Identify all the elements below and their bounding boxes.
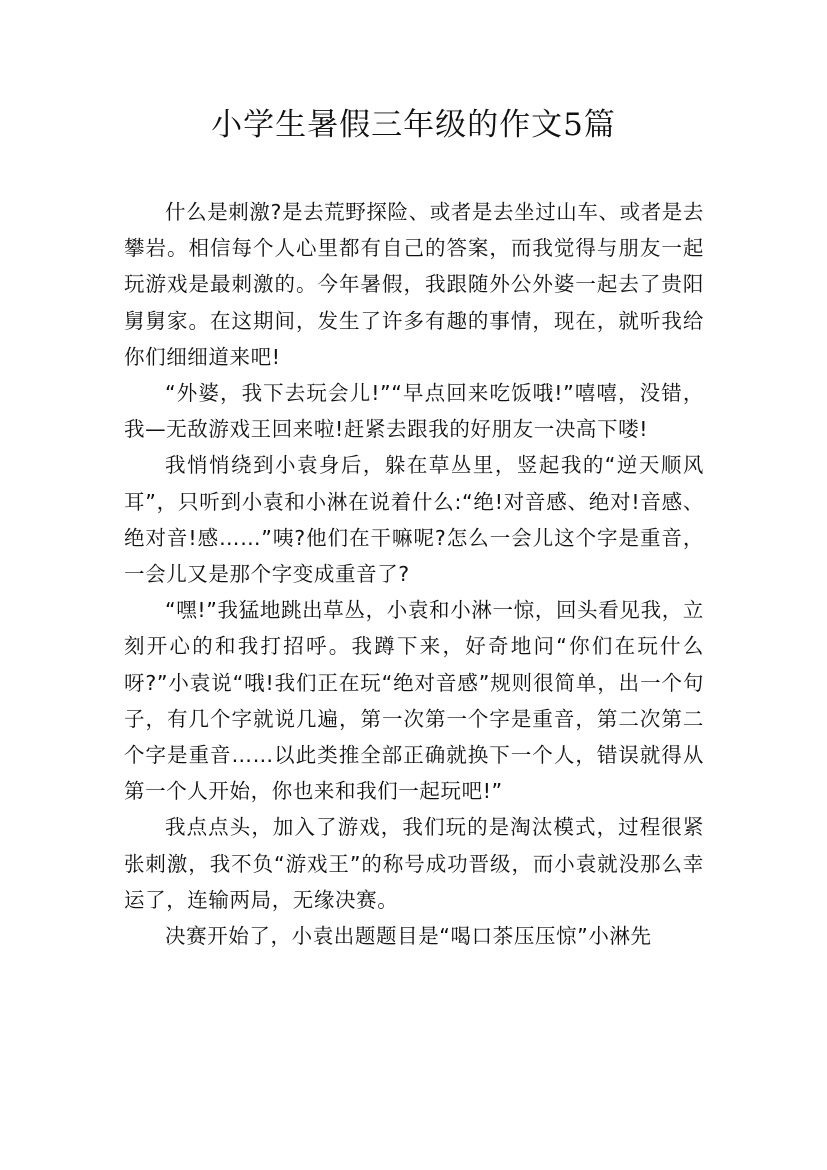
document-title: 小学生暑假三年级的作文5篇 (211, 107, 616, 143)
paragraph-2: “外婆，我下去玩会儿!”“早点回来吃饭哦!”嘻嘻，没错，我—无敌游戏王回来啦!赶紧去跟我的好朋友一决高下喽! (124, 381, 704, 442)
paragraph-3: 我悄悄绕到小袁身后，躲在草丛里，竖起我的“逆天顺风耳”，只听到小袁和小淋在说着什么:“绝!对音感、绝对!音感、绝对音!感……”咦?他们在干嘛呢?怎么一会儿这个字是重音，一会儿又是那个字变成重音了? (124, 453, 704, 587)
paragraph-4: “嘿!”我猛地跳出草丛，小袁和小淋一惊，回头看见我，立刻开心的和我打招呼。我蹲下来，好奇地问“你们在玩什么呀?”小袁说“哦!我们正在玩“绝对音感”规则很简单，出一个句子，有几个字就说几遍，第一次第一个字是重音，第二次第二个字是重音……以此类推全部正确就换下一个人，错误就得从第一个人开始，你也来和我们一起玩吧!” (124, 598, 704, 804)
paragraph-1: 什么是刺激?是去荒野探险、或者是去坐过山车、或者是去攀岩。相信每个人心里都有自己的答案，而我觉得与朋友一起玩游戏是最刺激的。今年暑假，我跟随外公外婆一起去了贵阳舅舅家。在这期间，发生了许多有趣的事情，现在，就听我给你们细细道来吧! (124, 200, 704, 369)
document-body (124, 194, 704, 954)
paragraph-5: 我点点头，加入了游戏，我们玩的是淘汰模式，过程很紧张刺激，我不负“游戏王”的称号成功晋级，而小袁就没那么幸运了，连输两局，无缘决赛。 (124, 815, 704, 912)
paragraph-6: 决赛开始了，小袁出题题目是“喝口茶压压惊”小淋先 (165, 924, 652, 949)
